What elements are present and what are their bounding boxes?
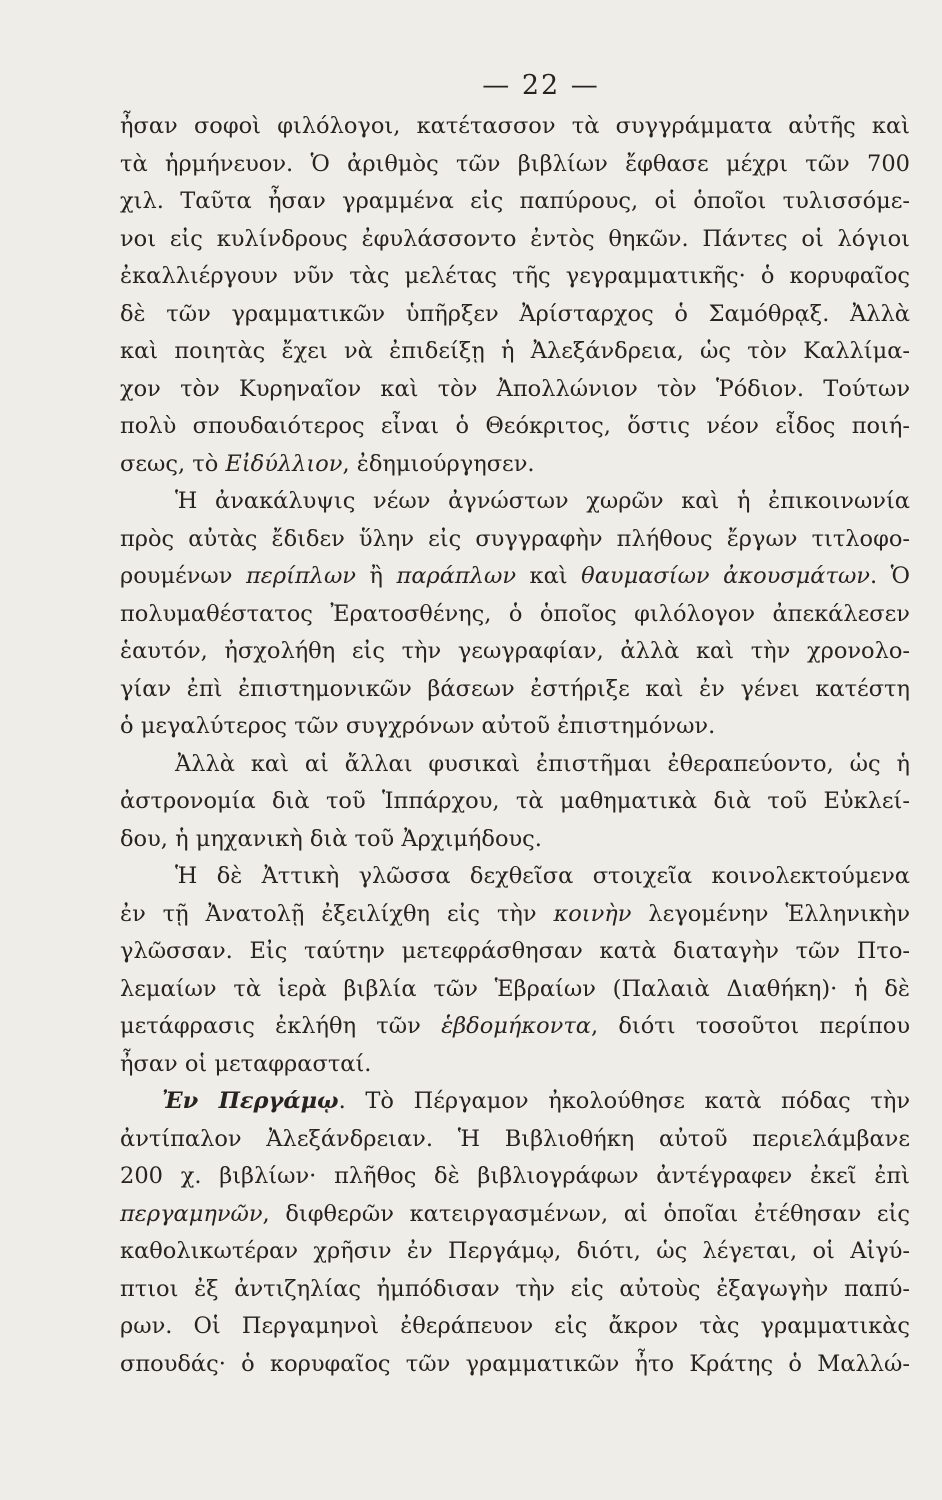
text-line (120, 408, 910, 446)
emphasis-text: ἑβδομήκοντα (441, 1013, 591, 1039)
text-segment: γίαν ἐπὶ ἐπιστημονικῶν βάσεων ἐστήριξε καὶ ἐν γένει κατέστη (120, 675, 910, 702)
text-segment: , διφθερῶν κατειργασμένων, αἱ ὁποῖαι ἐτέθησαν εἰς (262, 1200, 910, 1227)
emphasis-text: παράπλων (396, 563, 517, 589)
text-line (120, 558, 910, 596)
text-segment: ρουμένων (120, 563, 246, 589)
text-segment: ἐκαλλιέργουν νῦν τὰς μελέτας τῆς γεγραμματικῆς· ὁ κορυφαῖος (120, 263, 910, 289)
text-line (120, 1008, 910, 1046)
text-line (120, 1158, 910, 1196)
emphasis-text: θαυμασίων ἀκουσμάτων (581, 563, 870, 589)
text-segment: σεως, τὸ (120, 450, 226, 477)
text-segment: , ἐδημιούργησεν. (342, 450, 535, 477)
text-line (120, 671, 910, 709)
section-heading: Ἐν Περγάμῳ (162, 1088, 339, 1114)
text-segment: μετάφρασις ἐκλήθη τῶν (120, 1013, 442, 1039)
text-segment: ὁ μεγαλύτερος τῶν συγχρόνων αὐτοῦ ἐπιστημόνων. (120, 713, 716, 739)
text-segment: δὲ τῶν γραμματικῶν ὑπῆρξεν Ἀρίσταρχος ὁ Σαμόθρᾳξ. Ἀλλὰ (120, 300, 910, 327)
text-segment: ἦσαν οἱ μεταφρασταί. (120, 1050, 372, 1077)
text-line (120, 783, 910, 821)
text-segment: , διότι τοσοῦτοι περίπου (590, 1013, 910, 1039)
text-segment: δου, ἡ μηχανικὴ διὰ τοῦ Ἀρχιμήδους. (120, 825, 542, 852)
text-segment: πτιοι ἐξ ἀντιζηλίας ἠμπόδισαν τὴν εἰς αὐτοὺς ἐξαγωγὴν παπύ- (120, 1275, 910, 1302)
text-line (120, 708, 910, 746)
text-segment: Ἡ ἀνακάλυψις νέων ἀγνώστων χωρῶν καὶ ἡ ἐπικοινωνία (175, 488, 910, 514)
text-segment: τὰ ἡρμήνευον. Ὁ ἀριθμὸς τῶν βιβλίων ἔφθασε μέχρι τῶν 700 (120, 150, 910, 177)
text-segment: καὶ ποιητὰς ἔχει νὰ ἐπιδείξῃ ἡ Ἀλεξάνδρεια, ὡς τὸν Καλλίμα- (120, 338, 910, 364)
text-segment: . Ὁ (869, 563, 911, 589)
text-line (120, 333, 910, 371)
text-segment: ἀντίπαλον Ἀλεξάνδρειαν. Ἡ Βιβλιοθήκη αὐτοῦ περιελάμβανε (120, 1125, 910, 1152)
text-line (120, 821, 910, 859)
text-segment: ἦσαν σοφοὶ φιλόλογοι, κατέτασσον τὰ συγγράμματα αὐτῆς καὶ (120, 113, 910, 139)
text-line (120, 1083, 910, 1121)
text-line (120, 146, 910, 184)
text-segment: ἑαυτόν, ἠσχολήθη εἰς τὴν γεωγραφίαν, ἀλλὰ καὶ τὴν χρονολο- (120, 638, 910, 664)
page-number: — 22 — (482, 70, 600, 101)
text-segment: Ἡ δὲ Ἀττικὴ γλῶσσα δεχθεῖσα στοιχεῖα κοινολεκτούμενα (175, 863, 910, 889)
text-line (120, 933, 910, 971)
text-line (120, 483, 910, 521)
text-segment: 200 χ. βιβλίων· πλῆθος δὲ βιβλιογράφων ἀντέγραφεν ἐκεῖ ἐπὶ (120, 1163, 910, 1189)
text-line (120, 633, 910, 671)
text-line (120, 521, 910, 559)
text-line (120, 446, 910, 484)
text-segment: λεγομένην Ἑλληνικὴν (631, 900, 911, 927)
text-segment: . Τὸ Πέργαμον ἠκολούθησε κατὰ πόδας τὴν (338, 1088, 910, 1114)
text-segment: ἀστρονομία διὰ τοῦ Ἱππάρχου, τὰ μαθηματικὰ διὰ τοῦ Εὐκλεί- (120, 788, 910, 814)
text-line (120, 108, 910, 146)
text-segment: ἐν τῇ Ἀνατολῇ ἐξειλίχθη εἰς τὴν (120, 900, 554, 927)
text-line (120, 258, 910, 296)
text-segment: καὶ (516, 563, 582, 589)
text-line (120, 1121, 910, 1159)
text-segment: χον τὸν Κυρηναῖον καὶ τὸν Ἀπολλώνιον τὸν Ῥόδιον. Τούτων (120, 375, 910, 402)
text-segment: γλῶσσαν. Εἰς ταύτην μετεφράσθησαν κατὰ διαταγὴν τῶν Πτο- (120, 938, 910, 964)
text-line (120, 858, 910, 896)
text-segment: νοι εἰς κυλίνδρους ἐφυλάσσοντο ἐντὸς θηκῶν. Πάντες οἱ λόγιοι (120, 225, 910, 252)
text-segment: χιλ. Ταῦτα ἦσαν γραμμένα εἰς παπύρους, οἱ ὁποῖοι τυλισσόμε- (120, 188, 910, 214)
text-line (120, 183, 910, 221)
text-segment: ἢ (355, 563, 397, 589)
text-line (120, 1233, 910, 1271)
text-segment: πολυμαθέστατος Ἐρατοσθένης, ὁ ὁποῖος φιλόλογον ἀπεκάλεσεν (120, 600, 910, 627)
text-line (120, 221, 910, 259)
emphasis-text: περίπλων (245, 563, 356, 589)
text-segment: σπουδάς· ὁ κορυφαῖος τῶν γραμματικῶν ἦτο Κράτης ὁ Μαλλώ- (120, 1350, 910, 1377)
text-line (120, 1271, 910, 1309)
text-segment: καθολικωτέραν χρῆσιν ἐν Περγάμῳ, διότι, ὡς λέγεται, οἱ Αἰγύ- (120, 1238, 910, 1264)
text-segment: Ἀλλὰ καὶ αἱ ἄλλαι φυσικαὶ ἐπιστῆμαι ἐθεραπεύοντο, ὡς ἡ (175, 750, 910, 777)
text-line (120, 1346, 910, 1384)
text-line (120, 1046, 910, 1084)
text-line (120, 596, 910, 634)
text-segment: πρὸς αὐτὰς ἔδιδεν ὕλην εἰς συγγραφὴν πλήθους ἔργων τιτλοφο- (120, 525, 910, 552)
text-line (120, 746, 910, 784)
emphasis-text: Εἰδύλλιον (225, 450, 343, 477)
body-text (120, 108, 910, 1383)
text-line (120, 1308, 910, 1346)
text-line (120, 896, 910, 934)
text-segment: πολὺ σπουδαιότερος εἶναι ὁ Θεόκριτος, ὅστις νέον εἶδος ποιή- (120, 413, 910, 439)
emphasis-text: περγαμηνῶν (120, 1200, 263, 1227)
text-line (120, 1196, 910, 1234)
text-line (120, 971, 910, 1009)
text-segment: ρων. Οἱ Περγαμηνοὶ ἐθεράπευον εἰς ἄκρον τὰς γραμματικὰς (120, 1313, 910, 1339)
text-line (120, 296, 910, 334)
text-line (120, 371, 910, 409)
text-segment: λεμαίων τὰ ἱερὰ βιβλία τῶν Ἑβραίων (Παλαιὰ Διαθήκη)· ἡ δὲ (120, 975, 910, 1002)
emphasis-text: κοινὴν (553, 900, 632, 927)
